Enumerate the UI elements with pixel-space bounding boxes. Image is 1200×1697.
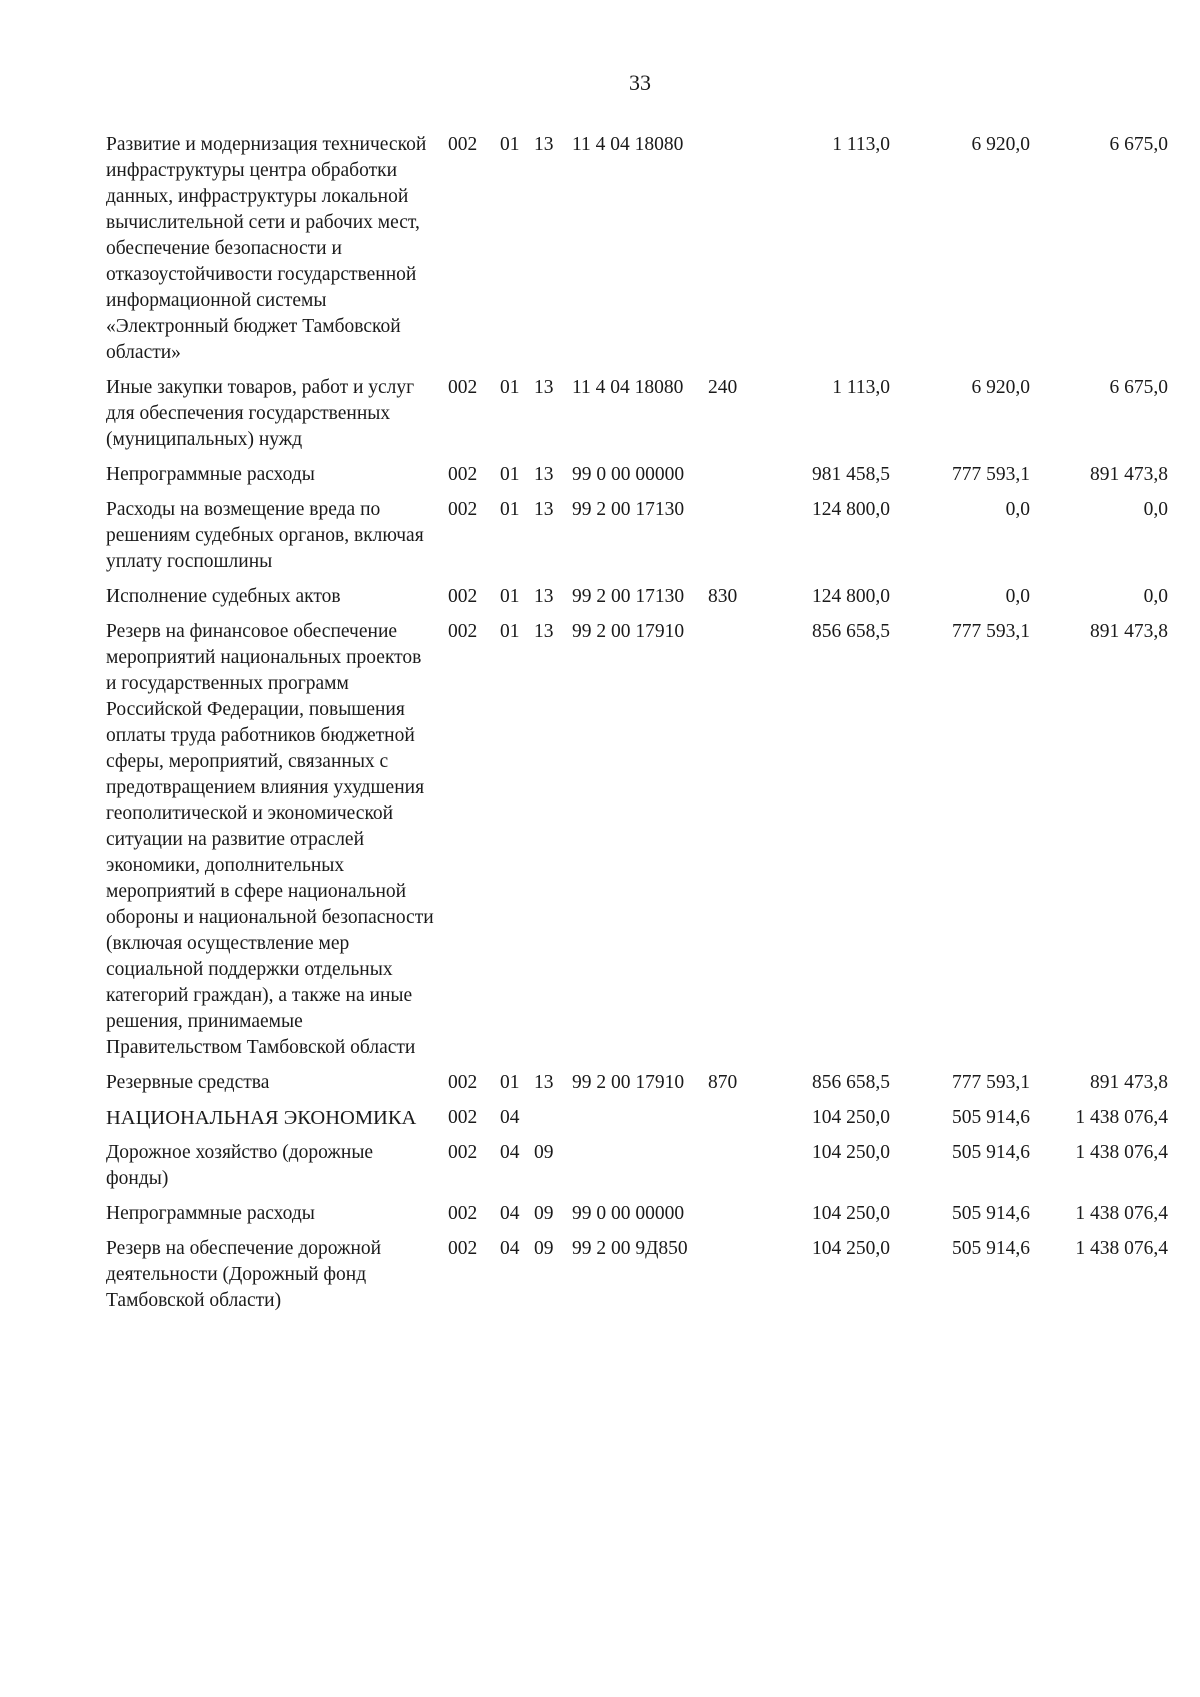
row-amount-3: 6 675,0	[1109, 377, 1168, 398]
row-name: Непрограммные расходы	[106, 464, 315, 485]
row-target-code: 99 2 00 17910	[572, 621, 685, 642]
row-amount-2: 0,0	[1005, 586, 1030, 607]
row-amount-2: 777 593,1	[952, 621, 1030, 642]
row-amount-1: 124 800,0	[812, 586, 890, 607]
row-gr-code: 002	[448, 1238, 478, 1259]
row-section-code: 01	[500, 134, 520, 155]
row-target-code	[572, 1105, 708, 1140]
row-target-code: 11 4 04 18080	[572, 377, 684, 398]
row-subsection-code: 13	[534, 377, 554, 398]
row-amount-2: 505 914,6	[952, 1238, 1030, 1259]
row-subsection-code: 13	[534, 1072, 554, 1093]
row-gr-code: 002	[448, 1072, 478, 1093]
row-subsection-code: 13	[534, 621, 554, 642]
row-expense-type	[708, 1140, 768, 1201]
row-expense-type	[708, 1236, 768, 1323]
row-target-code: 99 2 00 17910	[572, 1072, 685, 1093]
row-amount-3: 1 438 076,4	[1075, 1107, 1168, 1128]
row-subsection-code: 09	[534, 1142, 554, 1163]
row-gr-code: 002	[448, 1107, 478, 1128]
row-amount-1: 856 658,5	[812, 621, 890, 642]
row-expense-type	[708, 1105, 768, 1140]
row-amount-1: 124 800,0	[812, 499, 890, 520]
budget-table	[106, 132, 1168, 1323]
row-amount-2: 777 593,1	[952, 1072, 1030, 1093]
row-section-code: 01	[500, 586, 520, 607]
row-amount-3: 891 473,8	[1090, 621, 1168, 642]
row-amount-3: 0,0	[1143, 586, 1168, 607]
table-row	[106, 375, 1168, 462]
row-amount-3: 1 438 076,4	[1075, 1238, 1168, 1259]
row-subsection-code	[532, 1105, 572, 1140]
row-subsection-code: 13	[534, 134, 554, 155]
table-row	[106, 1070, 1168, 1105]
row-amount-2: 505 914,6	[952, 1203, 1030, 1224]
row-gr-code: 002	[448, 499, 478, 520]
row-amount-2: 777 593,1	[952, 464, 1030, 485]
table-row	[106, 132, 1168, 375]
table-row	[106, 1201, 1168, 1236]
row-amount-2: 505 914,6	[952, 1107, 1030, 1128]
row-gr-code: 002	[448, 586, 478, 607]
row-name: Непрограммные расходы	[106, 1203, 315, 1224]
table-row	[106, 1140, 1168, 1201]
row-name: Резерв на обеспечение дорожной деятельности (Дорожный фонд Тамбовской области)	[106, 1238, 382, 1311]
row-section-code: 04	[500, 1142, 520, 1163]
row-expense-type	[708, 1201, 768, 1236]
table-row	[106, 1105, 1168, 1140]
row-amount-1: 981 458,5	[812, 464, 890, 485]
row-amount-2: 0,0	[1005, 499, 1030, 520]
row-section-code: 01	[500, 499, 520, 520]
row-amount-1: 104 250,0	[812, 1107, 890, 1128]
row-gr-code: 002	[448, 1142, 478, 1163]
row-name: Иные закупки товаров, работ и услуг для обеспечения государственных (муниципальных) нужд	[106, 377, 415, 450]
row-target-code: 11 4 04 18080	[572, 134, 684, 155]
row-target-code: 99 0 00 00000	[572, 464, 685, 485]
budget-rows	[106, 132, 1168, 1323]
table-row	[106, 584, 1168, 619]
row-section-code: 04	[500, 1238, 520, 1259]
row-amount-2: 6 920,0	[971, 377, 1030, 398]
row-section-code: 04	[500, 1203, 520, 1224]
row-amount-1: 1 113,0	[832, 134, 890, 155]
row-amount-3: 1 438 076,4	[1075, 1203, 1168, 1224]
row-target-code: 99 2 00 9Д850	[572, 1238, 688, 1259]
row-amount-1: 856 658,5	[812, 1072, 890, 1093]
row-gr-code: 002	[448, 464, 478, 485]
table-row	[106, 619, 1168, 1070]
table-row	[106, 497, 1168, 584]
row-gr-code: 002	[448, 1203, 478, 1224]
row-gr-code: 002	[448, 377, 478, 398]
row-name: Исполнение судебных актов	[106, 586, 341, 607]
row-subsection-code: 09	[534, 1203, 554, 1224]
row-name: Дорожное хозяйство (дорожные фонды)	[106, 1142, 374, 1189]
row-subsection-code: 09	[534, 1238, 554, 1259]
row-amount-3: 6 675,0	[1109, 134, 1168, 155]
row-section-code: 01	[500, 1072, 520, 1093]
row-gr-code: 002	[448, 134, 478, 155]
row-expense-type	[708, 497, 768, 584]
row-subsection-code: 13	[534, 586, 554, 607]
row-target-code: 99 2 00 17130	[572, 499, 685, 520]
row-name: Расходы на возмещение вреда по решениям судебных органов, включая уплату госпошлины	[106, 499, 424, 572]
row-name: Резерв на финансовое обеспечение мероприятий национальных проектов и государственных программ Российской Федерации, повышения оплаты труда работников бюджетной сферы, мероприятий, связанных с предотвращением влияния ухудшения геополитической и экономической ситуации на развитие отраслей экономики, дополнительных мероприятий в сфере национальной обороны и национальной безопасности (включая осуществление мер социальной поддержки отдельных категорий граждан), а также на иные решения, принимаемые Правительством Тамбовской области	[106, 621, 434, 1058]
row-name: Развитие и модернизация технической инфраструктуры центра обработки данных, инфраструктуры локальной вычислительной сети и рабочих мест, обеспечение безопасности и отказоустойчивости государственной информационной системы «Электронный бюджет Тамбовской области»	[106, 134, 427, 363]
row-section-code: 01	[500, 621, 520, 642]
row-subsection-code: 13	[534, 499, 554, 520]
row-expense-type	[708, 462, 768, 497]
row-amount-1: 1 113,0	[832, 377, 890, 398]
row-amount-1: 104 250,0	[812, 1238, 890, 1259]
page-number: 33	[629, 70, 651, 95]
row-expense-type	[708, 132, 768, 375]
row-section-code: 01	[500, 377, 520, 398]
row-amount-2: 6 920,0	[971, 134, 1030, 155]
row-amount-3: 0,0	[1143, 499, 1168, 520]
row-name: Резервные средства	[106, 1072, 270, 1093]
row-name: НАЦИОНАЛЬНАЯ ЭКОНОМИКА	[106, 1107, 417, 1129]
row-expense-type: 240	[708, 377, 738, 398]
row-expense-type: 870	[708, 1072, 738, 1093]
table-row	[106, 462, 1168, 497]
row-target-code: 99 0 00 00000	[572, 1203, 685, 1224]
row-amount-3: 891 473,8	[1090, 1072, 1168, 1093]
row-amount-3: 891 473,8	[1090, 464, 1168, 485]
row-expense-type: 830	[708, 586, 738, 607]
row-target-code	[572, 1140, 708, 1201]
row-target-code: 99 2 00 17130	[572, 586, 685, 607]
row-amount-1: 104 250,0	[812, 1203, 890, 1224]
row-section-code: 01	[500, 464, 520, 485]
row-expense-type	[708, 619, 768, 1070]
row-section-code: 04	[500, 1107, 520, 1128]
row-gr-code: 002	[448, 621, 478, 642]
row-amount-3: 1 438 076,4	[1075, 1142, 1168, 1163]
row-subsection-code: 13	[534, 464, 554, 485]
table-row	[106, 1236, 1168, 1323]
row-amount-2: 505 914,6	[952, 1142, 1030, 1163]
row-amount-1: 104 250,0	[812, 1142, 890, 1163]
